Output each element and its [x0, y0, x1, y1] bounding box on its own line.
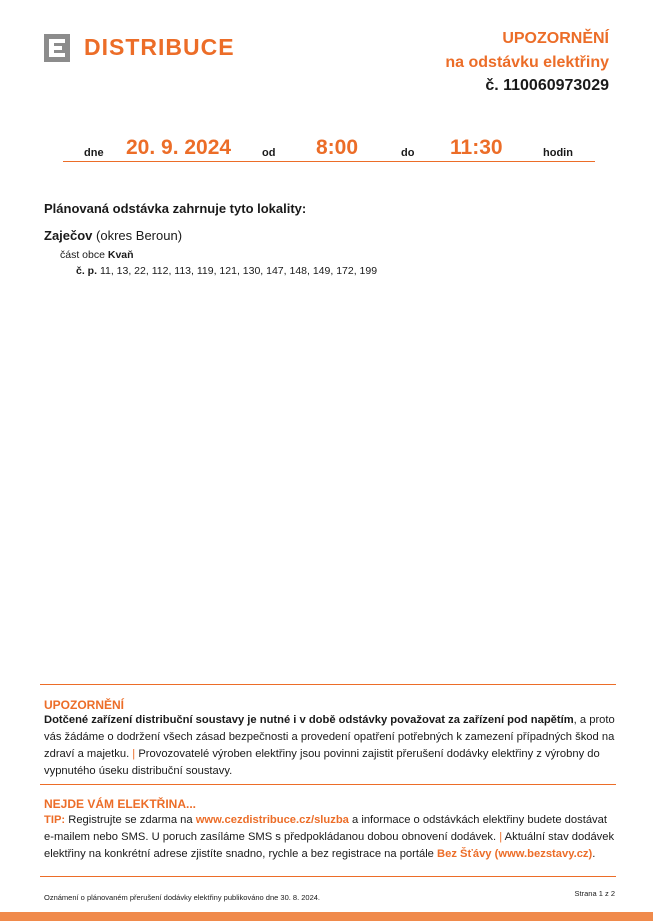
brand-name: DISTRIBUCE: [84, 34, 235, 60]
part-name: Kvaň: [107, 249, 134, 261]
warning-bold-text: Dotčené zařízení distribuční soustavy je nutné i v době odstávky považovat za zařízení pod napětím: [44, 714, 574, 726]
warning-separator: |: [132, 748, 136, 760]
cez-service-link[interactable]: www.cezdistribuce.cz/sluzba: [195, 814, 349, 826]
warning-title: UPOZORNĚNÍ: [44, 698, 125, 712]
bez-stavy-link[interactable]: Bez Šťávy: [437, 848, 492, 860]
from-time: 8:00: [316, 136, 359, 159]
warning-text-1: , a proto vás žádáme o dodržení všech zásad bezpečnosti a provedení opatření potřebných k zamezení případných škod na zdraví a majetku.: [44, 714, 615, 760]
footer-divider: [40, 876, 616, 877]
no-power-text: [44, 812, 616, 863]
no-power-text-4: .: [592, 848, 596, 860]
date-label: dne: [84, 147, 104, 159]
date-value: 20. 9. 2024: [126, 136, 232, 159]
no-power-separator: |: [499, 831, 503, 843]
part-label: část obce: [60, 249, 105, 261]
house-numbers-label: č. p.: [76, 265, 98, 277]
published-note: Oznámení o plánovaném přerušení dodávky elektřiny publikováno dne 30. 8. 2024.: [44, 893, 321, 902]
no-power-divider: [40, 784, 616, 785]
localities-title: Plánovaná odstávka zahrnuje tyto lokality:: [44, 201, 307, 216]
locality-town: [44, 228, 182, 243]
town-name: Zaječov: [44, 228, 93, 243]
hours-label: hodin: [543, 147, 573, 159]
notice-number: č. 110060973029: [485, 77, 609, 94]
house-numbers-list: 11, 13, 22, 112, 113, 119, 121, 130, 147, 148, 149, 172, 199: [99, 265, 378, 277]
warning-divider: [40, 684, 616, 685]
date-underline: [63, 161, 595, 162]
house-numbers: [76, 265, 377, 277]
no-power-text-3: Aktuální stav dodávek elektřiny na konkrétní adrese zjistíte snadno, rychle a bez registrace na portále: [44, 831, 615, 860]
notice-subtitle: na odstávku elektřiny: [445, 54, 609, 71]
locality-part: [60, 249, 134, 261]
page-number: Strana 1 z 2: [574, 889, 615, 898]
no-power-title: NEJDE VÁM ELEKTŘINA...: [44, 797, 197, 811]
cez-logo-icon: [44, 34, 70, 62]
notice-title: UPOZORNĚNÍ: [502, 30, 609, 47]
from-label: od: [262, 147, 276, 159]
town-district: (okres Beroun): [96, 228, 183, 243]
warning-text-2: Provozovatelé výroben elektřiny jsou povinni zajistit přerušení dodávky elektřiny z výrobny do vypnutého úseku distribuční soustavy.: [44, 748, 600, 777]
to-time: 11:30: [450, 136, 503, 159]
no-power-text-1: Registrujte se zdarma na: [68, 814, 193, 826]
bez-stavy-url-link[interactable]: (www.bezstavy.cz): [494, 848, 593, 860]
to-label: do: [401, 147, 415, 159]
tip-label: TIP:: [44, 814, 66, 826]
no-power-text-2: a informace o odstávkách elektřiny budete dostávat e-mailem nebo SMS. U poruch zasíláme SMS s předpokládanou dobou obnovení dodávek.: [44, 814, 607, 843]
bottom-orange-band: [0, 912, 653, 921]
warning-text: [44, 712, 616, 780]
